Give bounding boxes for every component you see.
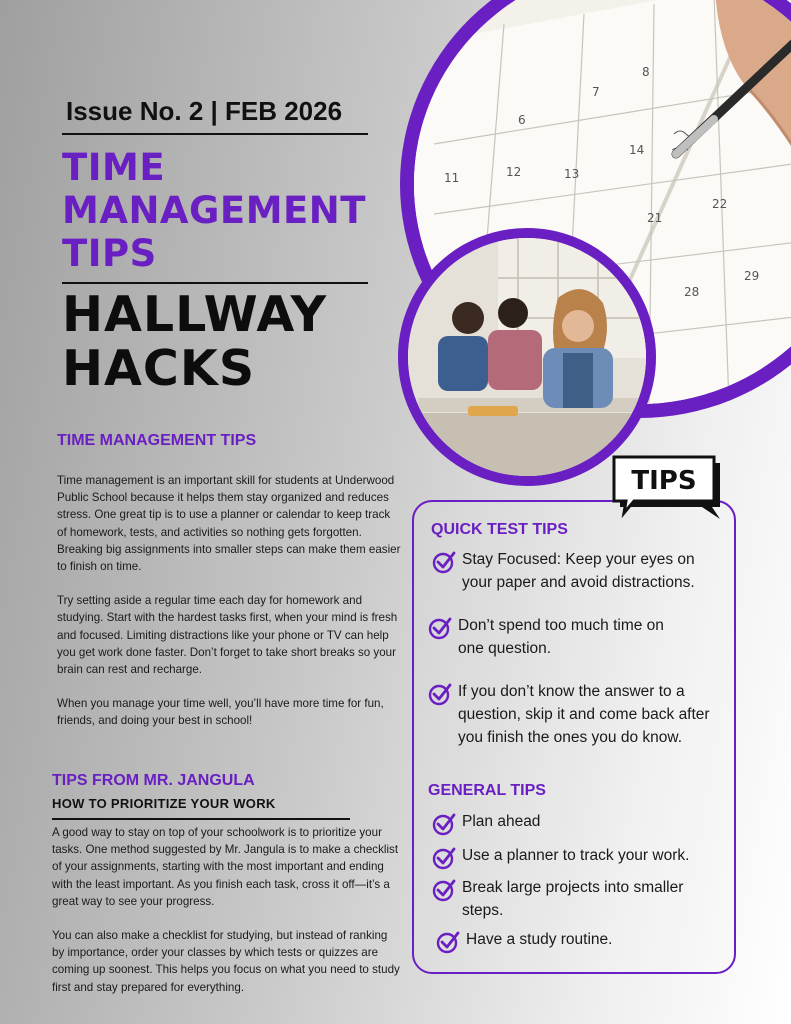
- calendar-date: 8: [642, 65, 650, 79]
- check-circle-icon: [432, 846, 456, 870]
- check-circle-icon: [428, 616, 452, 640]
- section-body: [57, 472, 402, 747]
- calendar-date: 28: [684, 285, 700, 299]
- classroom-illustration: [408, 238, 646, 476]
- check-circle-icon: [428, 682, 452, 706]
- quick-tip-text: Don’t spend too much time on one question.: [458, 617, 664, 657]
- quick-tip-item: [428, 614, 698, 660]
- general-tip-item: [436, 928, 726, 954]
- general-tip-item: [432, 876, 722, 922]
- general-tips-heading: GENERAL TIPS: [428, 782, 546, 799]
- check-circle-icon: [432, 550, 456, 574]
- calendar-date: 11: [444, 171, 460, 185]
- calendar-date: 7: [592, 85, 600, 99]
- main-title: [62, 146, 366, 275]
- divider: [62, 282, 368, 284]
- paragraph: When you manage your time well, you’ll have more time for fun, friends, and doing your best in school!: [57, 697, 384, 728]
- section-subheading: HOW TO PRIORITIZE YOUR WORK: [52, 796, 276, 811]
- speech-bubble-icon: [612, 455, 726, 521]
- tips-badge-label: TIPS: [631, 466, 697, 496]
- divider: [52, 818, 350, 820]
- general-tip-text: Plan ahead: [462, 813, 541, 830]
- check-circle-icon: [432, 812, 456, 836]
- calendar-date: 22: [712, 197, 728, 211]
- quick-tip-text: Stay Focused: Keep your eyes on your paper and avoid distractions.: [462, 551, 695, 591]
- issue-label: Issue No. 2 | FEB 2026: [66, 96, 343, 126]
- paragraph: A good way to stay on top of your schoolwork is to prioritize your tasks. One method suggested by Mr. Jangula is to make a checklist of your assignments, starting with the most important and ending with the least important. As you finish each task, cross it off—it’s a great way to see your progress.: [52, 826, 399, 908]
- tips-badge: [612, 455, 726, 521]
- calendar-date: 6: [518, 113, 526, 127]
- classroom-photo: [398, 228, 656, 486]
- paragraph: Time management is an important skill for students at Underwood Public School because it helps them stay organized and reduces stress. One great tip is to use a planner or calendar to keep track of homework, tests, and activities so nothing gets forgotten. Breaking big assignments into smaller steps can make them easier to finish on time.: [57, 474, 401, 574]
- general-tip-text: Use a planner to track your work.: [462, 847, 690, 864]
- general-tip-text: Have a study routine.: [466, 931, 613, 948]
- calendar-date: 14: [629, 143, 645, 157]
- subtitle-line: HACKS: [62, 340, 256, 397]
- title-line: TIME: [62, 146, 166, 189]
- title-line: MANAGEMENT: [62, 189, 366, 232]
- quick-tip-text: If you don’t know the answer to a question, skip it and come back after you finish the ones you do know.: [458, 683, 710, 746]
- check-circle-icon: [432, 878, 456, 902]
- subtitle: [62, 288, 327, 396]
- section-heading: TIPS FROM MR. JANGULA: [52, 772, 255, 789]
- divider: [62, 133, 368, 135]
- quick-tips-heading: QUICK TEST TIPS: [431, 521, 568, 538]
- general-tip-item: [432, 810, 722, 836]
- paragraph: Try setting aside a regular time each day for homework and studying. Start with the hardest tasks first, when your mind is fresh and focused. Limiting distractions like your phone or TV can help you get work done faster. Don’t forget to take short breaks so your brain can rest and recharge.: [57, 594, 398, 677]
- quick-tip-item: [428, 680, 718, 749]
- quick-tip-item: [432, 548, 724, 594]
- calendar-date: 12: [506, 165, 522, 179]
- general-tip-text: Break large projects into smaller steps.: [462, 879, 684, 919]
- paragraph: You can also make a checklist for studying, but instead of ranking by importance, order your classes by which tests or quizzes are coming up soonest. This helps you focus on what you need to study first and stay prepared for everything.: [52, 929, 400, 994]
- calendar-date: 13: [564, 167, 580, 181]
- calendar-date: 21: [647, 211, 663, 225]
- general-tip-item: [432, 844, 722, 870]
- title-line: TIPS: [62, 232, 157, 275]
- section-heading: TIME MANAGEMENT TIPS: [57, 432, 257, 449]
- section-body: [52, 824, 402, 1013]
- subtitle-line: HALLWAY: [62, 286, 328, 343]
- check-circle-icon: [436, 930, 460, 954]
- calendar-date: 29: [744, 269, 760, 283]
